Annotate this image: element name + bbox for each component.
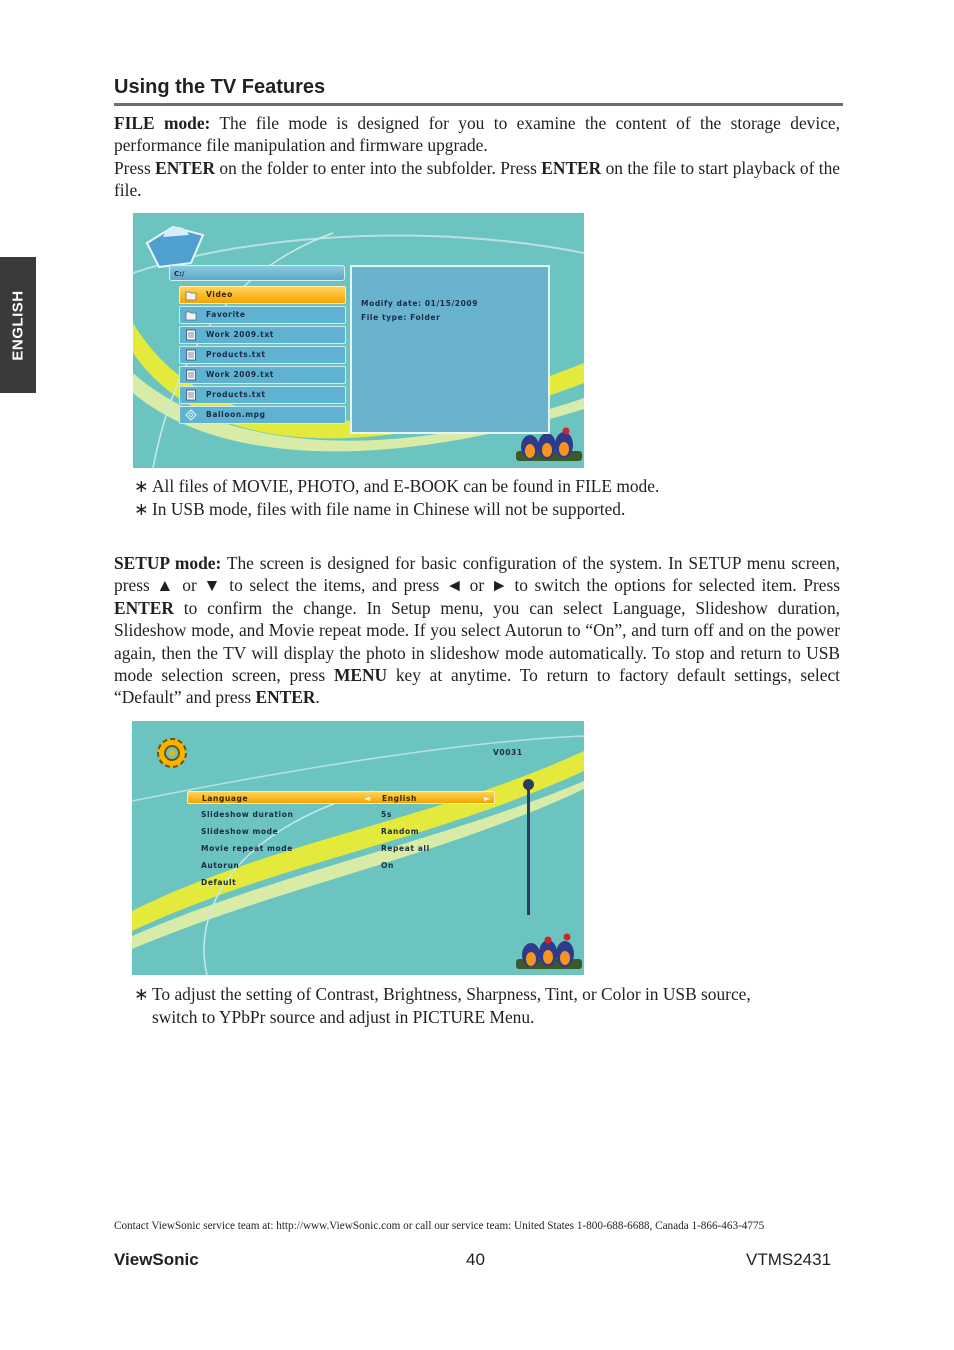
file-name: Favorite	[206, 310, 246, 319]
setup-mode-paragraph: SETUP mode: The screen is designed for basic configuration of the system. In SETUP menu screen, press ▲ or ▼ to select the items, and press ◄ or ► to switch the options for selected item. Press ENTER to confirm the change. In Setup menu, you can select Language, Slideshow duration, Slideshow mode, and Movie repeat mode. If you select Autorun to “On”, and turn off and on the power again, then the TV will display the photo in slideshow mode automatically. To stop and return to USB mode selection screen, press MENU key at anytime. To return to factory default settings, select “Default” and press ENTER.	[114, 553, 840, 708]
firmware-version: V0031	[493, 748, 523, 757]
heading-rule	[114, 103, 843, 106]
file-type: File type: Folder	[361, 313, 441, 322]
text-file-icon	[185, 329, 197, 341]
folder-icon	[185, 289, 197, 301]
path-bar: C:/	[169, 265, 345, 281]
enter-keyword: ENTER	[155, 157, 216, 178]
file-mode-paragraph	[114, 112, 840, 202]
setup-row-slideshow-duration[interactable]	[187, 808, 495, 821]
birds-mascot-icon	[516, 934, 582, 970]
setting-value: On	[381, 861, 394, 870]
menu-keyword: MENU	[333, 665, 388, 686]
text-file-icon	[185, 369, 197, 381]
modify-date: Modify date: 01/15/2009	[361, 299, 479, 308]
file-name: Balloon.mpg	[206, 410, 266, 419]
file-mode-text3: on the file to start playback of the file.	[114, 157, 840, 201]
contact-line: Contact ViewSonic service team at: http://www.ViewSonic.com or call our service team: United States 1-800-688-6688, Canada 1-866-463-4775	[114, 1220, 765, 1232]
setting-label: Slideshow duration	[201, 810, 294, 819]
setup-note: ∗ To adjust the setting of Contrast, Brightness, Sharpness, Tint, or Color in USB source, switch to YPbPr source and adjust in PICTURE Menu.	[134, 984, 751, 1027]
file-list-item[interactable]	[179, 386, 346, 404]
side-tab-label: ENGLISH	[9, 289, 27, 361]
setup-row-slideshow-mode[interactable]	[187, 825, 495, 838]
setting-label: Default	[201, 878, 237, 887]
setting-value: Random	[381, 827, 420, 836]
file-list-item[interactable]	[179, 326, 346, 344]
setting-value: English	[382, 794, 417, 803]
text-file-icon	[185, 349, 197, 361]
setting-label: Slideshow mode	[201, 827, 279, 836]
setup-row-movie-repeat-mode[interactable]	[187, 842, 495, 855]
file-mode-label: FILE mode:	[114, 113, 211, 133]
enter-keyword: ENTER	[255, 687, 316, 708]
section-heading: Using the TV Features	[114, 76, 326, 98]
footer-page-number: 40	[466, 1250, 485, 1269]
file-mode-press: Press	[114, 157, 156, 178]
setup-row-default[interactable]	[187, 876, 495, 889]
folder-icon	[185, 309, 197, 321]
text-file-icon	[185, 389, 197, 401]
file-mode-screenshot	[133, 213, 584, 468]
file-info-panel	[350, 265, 550, 434]
file-name: Work 2009.txt	[206, 370, 274, 379]
footer-model: VTMS2431	[746, 1250, 832, 1269]
file-mode-text2: on the folder to enter into the subfolder. Press	[215, 157, 542, 178]
setup-row-language[interactable]	[187, 791, 495, 804]
file-note-1: ∗ All files of MOVIE, PHOTO, and E-BOOK can be found in FILE mode.	[134, 476, 660, 496]
file-mode-text1: The file mode is designed for you to examine the content of the storage device, performance file manipulation and firmware upgrade.	[114, 113, 840, 156]
movie-file-icon	[185, 409, 197, 421]
setup-row-autorun[interactable]	[187, 859, 495, 872]
file-name: Products.txt	[206, 390, 266, 399]
scrollbar-track[interactable]	[527, 785, 530, 915]
file-name: Video	[206, 290, 233, 299]
file-list-item[interactable]	[179, 366, 346, 384]
setting-value: Repeat all	[381, 844, 430, 853]
file-note-2: ∗ In USB mode, files with file name in Chinese will not be supported.	[134, 499, 626, 519]
settings-gear-icon	[158, 739, 186, 767]
right-arrow-icon[interactable]: ►	[484, 794, 491, 803]
setting-label: Movie repeat mode	[201, 844, 293, 853]
setting-label: Autorun	[201, 861, 240, 870]
language-side-tab	[0, 257, 36, 393]
setup-mode-label: SETUP mode:	[114, 553, 222, 573]
enter-keyword: ENTER	[114, 597, 174, 618]
setting-value: 5s	[381, 810, 392, 819]
file-name: Products.txt	[206, 350, 266, 359]
file-list-item[interactable]	[179, 346, 346, 364]
setting-label: Language	[202, 794, 249, 803]
left-arrow-icon[interactable]: ◄	[364, 794, 371, 803]
footer-brand: ViewSonic	[114, 1250, 199, 1269]
setup-mode-screenshot	[132, 721, 584, 975]
enter-keyword: ENTER	[541, 157, 602, 178]
file-list-item[interactable]	[179, 406, 346, 424]
file-list-item[interactable]	[179, 306, 346, 324]
folder-logo-icon	[147, 227, 203, 267]
file-list-item[interactable]	[179, 286, 346, 304]
file-name: Work 2009.txt	[206, 330, 274, 339]
